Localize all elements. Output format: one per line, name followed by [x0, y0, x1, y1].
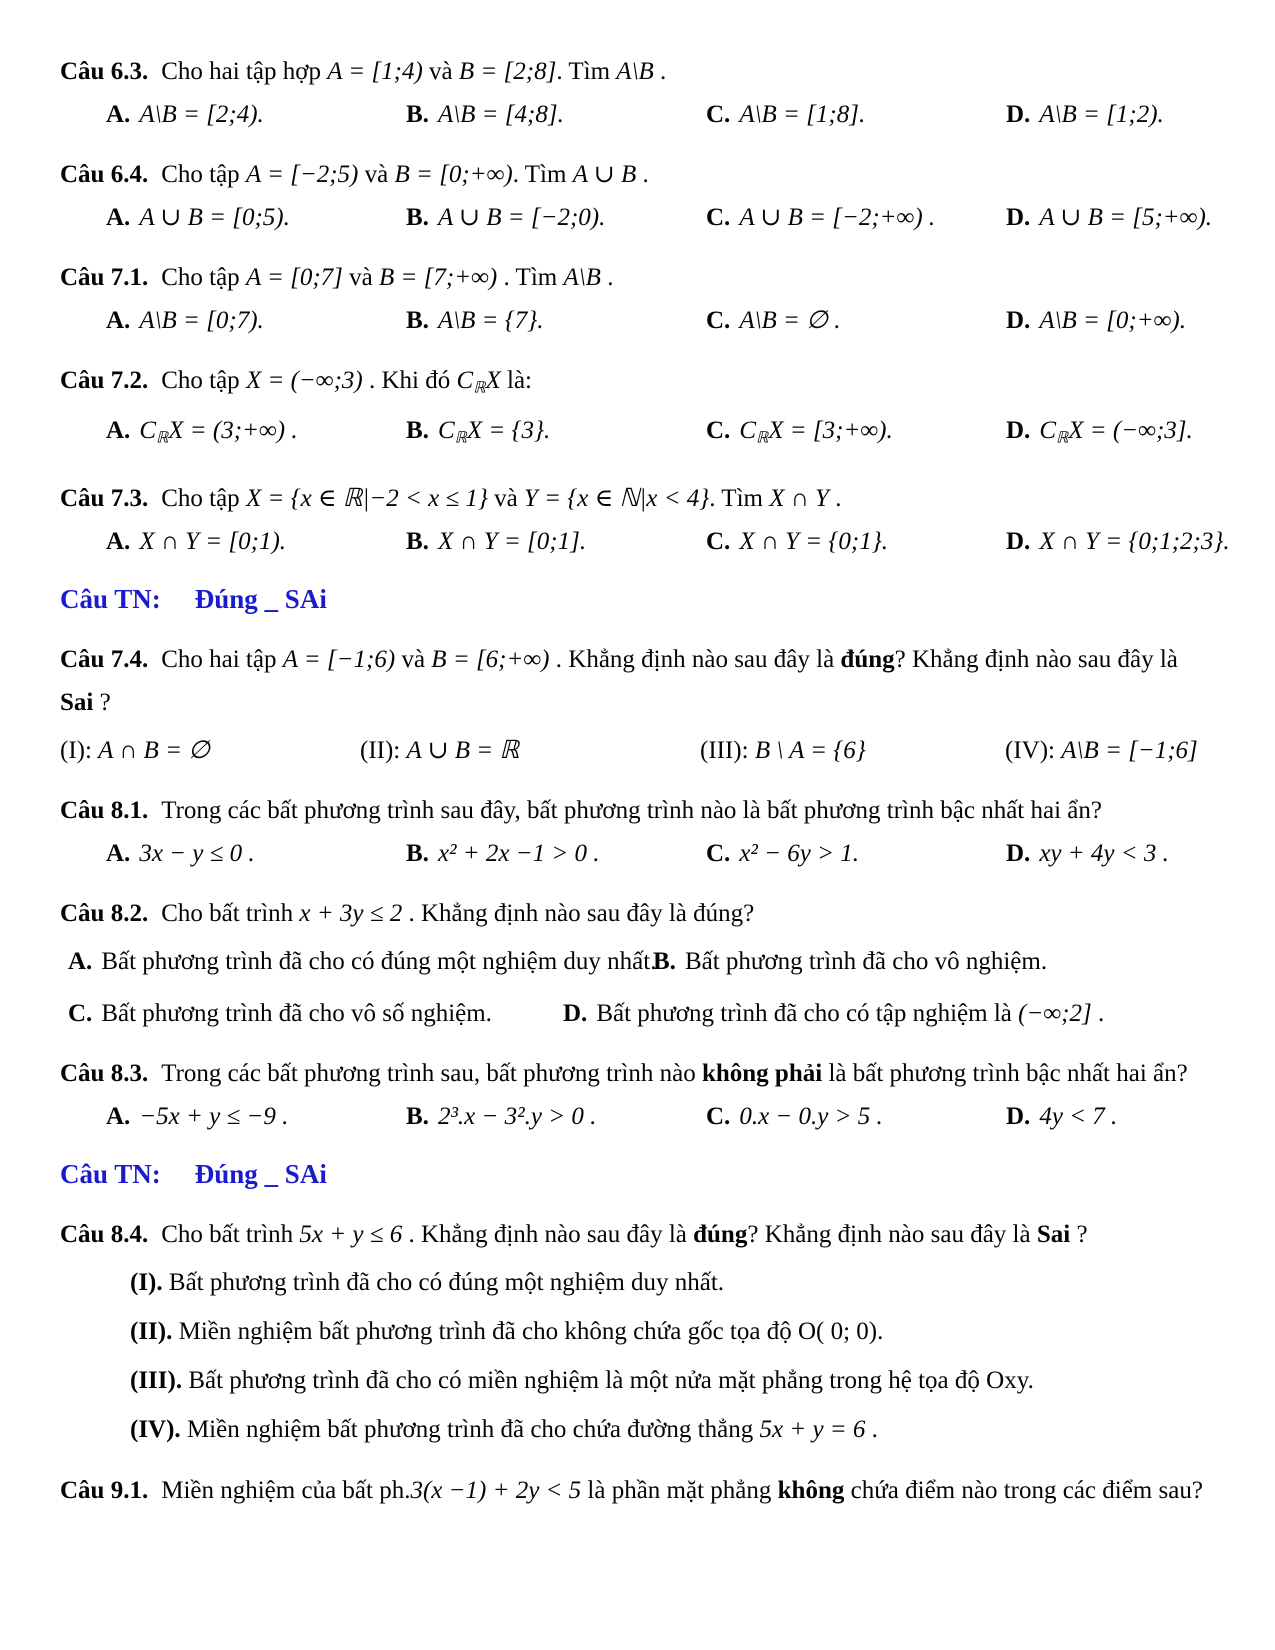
question-number: Câu 9.1.	[60, 1476, 149, 1504]
text-run: và	[395, 645, 432, 673]
math-run: A ∪ B	[572, 161, 637, 188]
option-letter: B.	[406, 101, 429, 128]
math-run: B \ A = {6}	[754, 736, 866, 764]
option-letter: A.	[68, 947, 93, 975]
math-run: A\B = {7}.	[437, 307, 544, 334]
math-run: B = [6;+∞)	[431, 645, 550, 673]
statement-i	[60, 729, 360, 772]
text-run: không phải	[701, 1059, 823, 1087]
math-subscript-run: ℝ	[156, 429, 169, 447]
text-run: không	[777, 1476, 845, 1504]
option-letter: D.	[1006, 307, 1031, 334]
question-9-1	[60, 1469, 1217, 1512]
text-run: Cho hai tập	[161, 645, 283, 673]
math-run: X ∩ Y	[769, 484, 829, 512]
option-letter: B.	[406, 417, 429, 445]
options-row	[60, 940, 1217, 983]
math-run: A ∪ B = [0;5).	[139, 204, 290, 231]
math-run: A ∪ B = [−2;0).	[437, 204, 606, 231]
text-run: Bất phương trình đã cho vô số nghiệm.	[101, 999, 492, 1027]
question-text	[60, 638, 1217, 724]
math-run: A = [0;7]	[245, 264, 343, 291]
question-6-3	[60, 50, 1217, 136]
statement-iv	[1005, 729, 1217, 772]
text-run: ?	[93, 688, 111, 716]
math-run: B = [2;8]	[458, 58, 557, 85]
text-run: Cho tập	[161, 161, 246, 188]
option-letter: C.	[706, 1102, 731, 1130]
math-run: 0.x − 0.y > 5 .	[739, 1102, 883, 1130]
text-run: Bất phương trình đã cho có miền nghiệm là một nửa mặt phẳng trong hệ tọa độ Oxy.	[182, 1366, 1034, 1394]
math-run: (−∞;2]	[1018, 999, 1092, 1027]
section-header-title: Đúng _ SAi	[194, 583, 327, 614]
option-b	[406, 93, 706, 136]
math-run: A ∪ B = [5;+∞).	[1039, 204, 1213, 231]
text-run: . Khẳng định nào sau đây là đúng?	[402, 899, 755, 927]
text-run: Miền nghiệm bất phương trình đã cho không chứa gốc tọa độ O( 0; 0).	[172, 1317, 884, 1345]
text-run: . Khẳng định nào sau đây là	[549, 645, 841, 673]
question-number: Câu 7.3.	[60, 484, 149, 512]
options-row	[60, 196, 1217, 239]
option-d	[1006, 832, 1275, 875]
option-c	[706, 1095, 1006, 1138]
math-run: X ∩ Y = {0;1}.	[739, 527, 888, 555]
text-run: . Khi đó	[362, 367, 457, 394]
question-8-1	[60, 789, 1217, 875]
math-run: X	[485, 367, 501, 394]
option-c	[706, 520, 1006, 563]
math-run: C	[437, 417, 455, 445]
option-letter: C.	[706, 204, 731, 231]
text-run: (II):	[360, 736, 407, 764]
option-c	[706, 409, 1006, 459]
question-number: Câu 6.4.	[60, 161, 149, 188]
option-b	[653, 940, 1217, 983]
option-a	[106, 1095, 406, 1138]
option-letter: D.	[563, 999, 588, 1027]
text-run: Bất phương trình đã cho có đúng một nghiệm duy nhất.	[162, 1268, 725, 1296]
math-run: 2³.x − 3².y > 0 .	[437, 1102, 597, 1130]
text-run: .	[1091, 999, 1105, 1027]
math-run: B = [0;+∞)	[394, 161, 513, 188]
math-run: 5x + y = 6	[759, 1415, 866, 1443]
option-letter: B.	[406, 307, 429, 334]
option-c	[706, 299, 1006, 342]
text-run: Cho tập	[161, 264, 246, 291]
option-b	[406, 1095, 706, 1138]
text-run: Cho bất trình	[161, 899, 300, 927]
text-run: .	[636, 161, 649, 188]
math-run: A ∩ B = ∅	[98, 736, 210, 764]
text-run: và	[342, 264, 380, 291]
text-run: và	[487, 484, 525, 512]
option-letter: D.	[1006, 1102, 1031, 1130]
math-run: X = (3;+∞) .	[168, 417, 298, 445]
math-subscript-run: ℝ	[756, 429, 769, 447]
text-run: Cho hai tập hợp	[161, 58, 328, 85]
option-letter: B.	[406, 527, 429, 555]
option-letter: B.	[406, 204, 429, 231]
question-number: Câu 8.2.	[60, 899, 149, 927]
option-d	[1006, 196, 1275, 239]
option-letter: D.	[1006, 204, 1031, 231]
text-run: và	[358, 161, 395, 188]
option-letter: D.	[1006, 839, 1031, 867]
question-text	[60, 50, 1217, 93]
question-text	[60, 1052, 1217, 1095]
math-run: X = (−∞;3].	[1068, 417, 1193, 445]
text-run: . Tìm	[512, 161, 573, 188]
option-letter: C.	[706, 307, 731, 334]
statement-ii	[360, 729, 700, 772]
text-run: (II).	[130, 1317, 173, 1345]
text-run: Trong các bất phương trình sau, bất phương trình nào	[161, 1059, 702, 1087]
option-letter: A.	[106, 1102, 131, 1130]
option-a	[68, 940, 657, 983]
question-text	[60, 359, 1217, 409]
text-run: (I):	[60, 736, 99, 764]
text-run: Bất phương trình đã cho vô nghiệm.	[684, 947, 1048, 975]
options-row	[60, 409, 1217, 459]
option-b	[406, 299, 706, 342]
option-c	[68, 992, 563, 1035]
math-run: C	[1039, 417, 1056, 445]
text-run: và	[422, 58, 459, 85]
text-run: là:	[500, 367, 532, 394]
option-letter: B.	[406, 1102, 429, 1130]
math-run: X ∩ Y = {0;1;2;3}.	[1039, 527, 1230, 555]
option-a	[106, 520, 406, 563]
option-c	[706, 832, 1006, 875]
section-header-label: Câu TN:	[60, 1158, 161, 1189]
math-run: A\B = [1;2).	[1039, 101, 1164, 128]
option-letter: C.	[706, 839, 731, 867]
text-run: (III):	[700, 736, 755, 764]
math-run: X = (−∞;3)	[245, 367, 363, 394]
statements-row	[60, 729, 1217, 772]
math-run: X ∩ Y = [0;1].	[437, 527, 587, 555]
option-d	[1006, 93, 1275, 136]
math-run: x² − 6y > 1.	[739, 839, 859, 867]
option-letter: D.	[1006, 527, 1031, 555]
text-run: ?	[1070, 1220, 1088, 1248]
option-d	[1006, 299, 1275, 342]
text-run: Sai	[1036, 1220, 1071, 1248]
math-run: A\B	[616, 58, 654, 85]
options-row	[60, 299, 1217, 342]
math-run: −5x + y ≤ −9 .	[139, 1102, 289, 1130]
text-run: .	[600, 264, 614, 291]
question-8-4	[60, 1213, 1217, 1256]
math-run: A\B = [0;7).	[139, 307, 264, 334]
math-run: x + 3y ≤ 2	[299, 899, 403, 927]
math-run: X = [3;+∞).	[768, 417, 893, 445]
math-run: xy + 4y < 3 .	[1039, 839, 1169, 867]
text-run: đúng	[840, 645, 895, 673]
question-7-3	[60, 477, 1230, 563]
option-d	[1006, 1095, 1275, 1138]
text-run: Miền nghiệm của bất ph.	[161, 1476, 411, 1504]
math-run: A\B = [−1;6]	[1061, 736, 1198, 764]
section-header-label: Câu TN:	[60, 583, 161, 614]
math-subscript-run: ℝ	[473, 379, 486, 397]
option-a	[106, 409, 406, 459]
option-letter: A.	[106, 204, 131, 231]
true-false-section-header	[60, 1153, 1217, 1196]
question-7-1	[60, 256, 1217, 342]
math-run: C	[739, 417, 756, 445]
question-number: Câu 6.3.	[60, 58, 149, 85]
text-run: ? Khẳng định nào sau đây là	[894, 645, 1178, 673]
math-run: 4y < 7 .	[1039, 1102, 1118, 1130]
math-run: x² + 2x −1 > 0 .	[437, 839, 600, 867]
option-letter: B.	[653, 947, 676, 975]
option-d	[563, 992, 1217, 1035]
text-run: Trong các bất phương trình sau đây, bất phương trình nào là bất phương trình bậc nhất hai ẩn?	[161, 796, 1102, 824]
text-run: Miền nghiệm bất phương trình đã cho chứa đường thẳng	[180, 1415, 760, 1443]
option-letter: D.	[1006, 101, 1031, 128]
text-run: (IV).	[130, 1415, 181, 1443]
text-run: .	[653, 58, 667, 85]
question-text	[60, 477, 1217, 520]
math-run: A\B = [4;8].	[437, 101, 564, 128]
text-run: (III).	[130, 1366, 183, 1394]
question-number: Câu 7.1.	[60, 264, 149, 291]
option-letter: A.	[106, 307, 131, 334]
question-8-3	[60, 1052, 1217, 1138]
text-run: . Khẳng định nào sau đây là	[402, 1220, 694, 1248]
option-b	[406, 520, 706, 563]
option-letter: B.	[406, 839, 429, 867]
math-run: A = [−2;5)	[245, 161, 359, 188]
text-run: chứa điểm nào trong các điểm sau?	[844, 1476, 1203, 1504]
math-run: 3x − y ≤ 0 .	[139, 839, 255, 867]
text-run: .	[865, 1415, 878, 1443]
option-c	[706, 93, 1006, 136]
worksheet-content	[60, 50, 1230, 1512]
math-run: B = [7;+∞)	[379, 264, 498, 291]
text-run: ? Khẳng định nào sau đây là	[747, 1220, 1037, 1248]
statement-line	[60, 1358, 1217, 1403]
question-text	[60, 1469, 1217, 1512]
option-letter: A.	[106, 101, 131, 128]
text-run: Cho tập	[161, 367, 246, 394]
statement-line	[60, 1407, 1217, 1452]
options-row	[60, 93, 1217, 136]
question-8-2	[60, 892, 1217, 1035]
math-subscript-run: ℝ	[1056, 429, 1069, 447]
text-run: Cho bất trình	[161, 1220, 300, 1248]
question-text	[60, 153, 1217, 196]
question-number: Câu 7.2.	[60, 367, 149, 394]
question-number: Câu 8.1.	[60, 796, 149, 824]
text-run: (IV):	[1005, 736, 1062, 764]
option-a	[106, 196, 406, 239]
math-run: A ∪ B = ℝ	[406, 736, 520, 764]
question-number: Câu 8.4.	[60, 1220, 149, 1248]
math-run: A = [1;4)	[327, 58, 423, 85]
math-run: Y = {x ∈ ℕ|x < 4}	[524, 484, 710, 512]
math-run: A = [−1;6)	[282, 645, 396, 673]
option-letter: C.	[68, 999, 93, 1027]
question-6-4	[60, 153, 1217, 239]
text-run: . Tìm	[497, 264, 564, 291]
question-7-4	[60, 638, 1217, 724]
text-run: .	[828, 484, 842, 512]
options-row	[60, 992, 1217, 1035]
math-run: 5x + y ≤ 6	[299, 1220, 403, 1248]
math-run: A\B = ∅ .	[739, 307, 841, 334]
question-7-2	[60, 359, 1217, 460]
text-run: . Tìm	[556, 58, 617, 85]
statement-line	[60, 1260, 1217, 1305]
math-run: C	[139, 417, 156, 445]
math-run: A ∪ B = [−2;+∞) .	[739, 204, 936, 231]
option-letter: C.	[706, 101, 731, 128]
option-letter: A.	[106, 839, 131, 867]
math-run: X = {3}.	[466, 417, 551, 445]
option-letter: D.	[1006, 417, 1031, 445]
math-run: X ∩ Y = [0;1).	[139, 527, 287, 555]
math-run: 3(x −1) + 2y < 5	[410, 1476, 582, 1504]
option-letter: A.	[106, 527, 131, 555]
option-letter: A.	[106, 417, 131, 445]
option-a	[106, 832, 406, 875]
math-run: A\B = [2;4).	[139, 101, 264, 128]
math-run: A\B	[563, 264, 601, 291]
math-run: X = {x ∈ ℝ|−2 < x ≤ 1}	[245, 484, 488, 512]
options-row	[60, 520, 1230, 563]
text-run: . Tìm	[709, 484, 770, 512]
text-run: Cho tập	[161, 484, 246, 512]
option-d	[1006, 409, 1275, 459]
text-run: Bất phương trình đã cho có tập nghiệm là	[596, 999, 1019, 1027]
option-a	[106, 93, 406, 136]
options-row	[60, 1095, 1217, 1138]
option-letter: C.	[706, 417, 731, 445]
text-run: đúng	[693, 1220, 748, 1248]
question-text	[60, 789, 1217, 832]
question-number: Câu 7.4.	[60, 645, 149, 673]
text-run: Sai	[60, 688, 94, 716]
section-header-title: Đúng _ SAi	[194, 1158, 327, 1189]
question-text	[60, 256, 1217, 299]
true-false-section-header	[60, 578, 1217, 621]
math-run: C	[456, 367, 474, 394]
option-c	[706, 196, 1006, 239]
text-run: là bất phương trình bậc nhất hai ẩn?	[822, 1059, 1188, 1087]
math-subscript-run: ℝ	[454, 429, 467, 447]
statement-line	[60, 1309, 1217, 1354]
text-run: (I).	[130, 1268, 163, 1296]
question-number: Câu 8.3.	[60, 1059, 149, 1087]
option-b	[406, 832, 706, 875]
options-row	[60, 832, 1217, 875]
option-d	[1006, 520, 1275, 563]
option-letter: C.	[706, 527, 731, 555]
option-b	[406, 409, 706, 459]
math-run: A\B = [1;8].	[739, 101, 866, 128]
text-run: là phần mặt phẳng	[581, 1476, 778, 1504]
text-run: Bất phương trình đã cho có đúng một nghiệm duy nhất.	[101, 947, 657, 975]
question-text	[60, 892, 1217, 935]
question-text	[60, 1213, 1217, 1256]
option-b	[406, 196, 706, 239]
statement-iii	[700, 729, 1005, 772]
math-run: A\B = [0;+∞).	[1039, 307, 1186, 334]
option-a	[106, 299, 406, 342]
